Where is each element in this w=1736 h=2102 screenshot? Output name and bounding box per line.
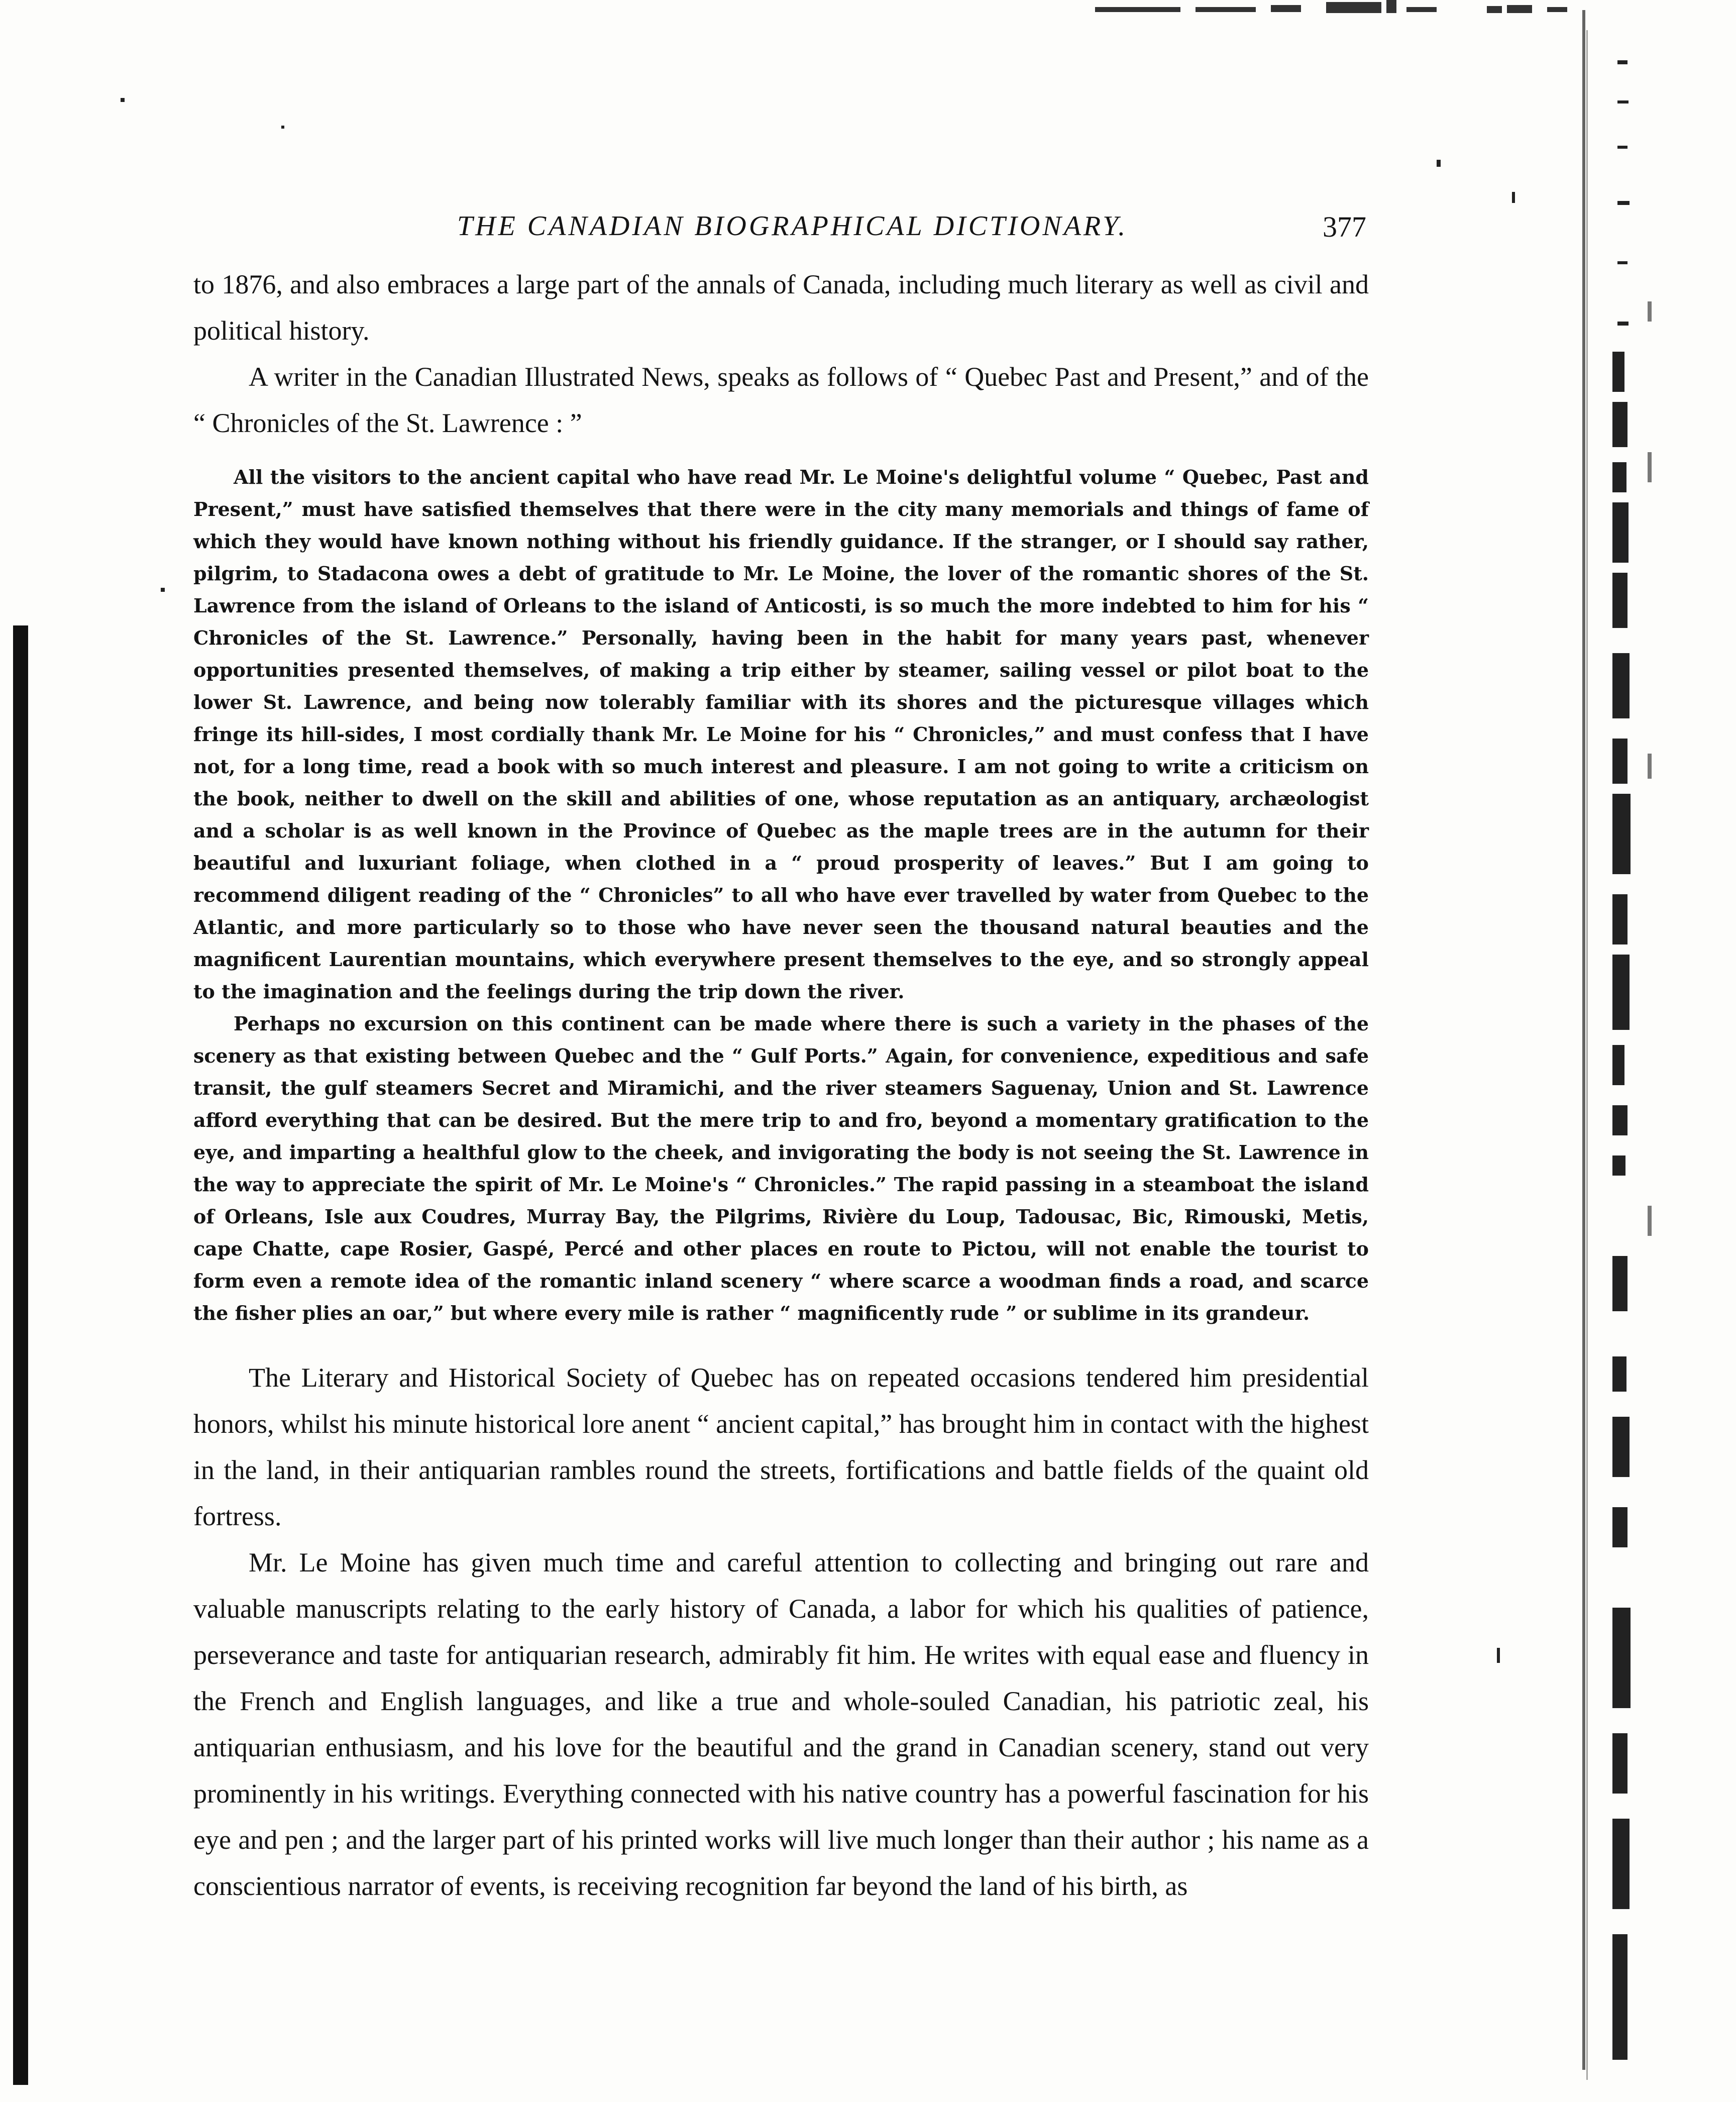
- speck: [1512, 192, 1515, 203]
- speck: [281, 126, 284, 129]
- top-edge-scan-noise: [0, 0, 1736, 20]
- intro-paragraph: A writer in the Canadian Illustrated News, speaks as follows of “ Quebec Past and Present,” and of the “ Chronicles of the St. Lawrence : ”: [193, 362, 1369, 438]
- quote-paragraph: Perhaps no excursion on this continent can be made where there is such a variety in the phases of the scenery as that existing between Quebec and the “ Gulf Ports.” Again, for convenience, expeditious and safe transit, the gulf steamers Secret and Miramichi, and the river steamers Saguenay, Union and St. Lawrence afford everything that can be desired. But the mere trip to and fro, beyond a momentary gratification to the eye, and imparting a healthful glow to the cheek, and invigorating the body is not seeing the St. Lawrence in the way to appreciate the spirit of Mr. Le Moine's “ Chronicles.” The rapid passing in a steamboat the island of Orleans, Isle aux Coudres, Murray Bay, the Pilgrims, Rivière du Loup, Tadousac, Bic, Rimouski, Metis, cape Chatte, cape Rosier, Gaspé, Percé and other places en route to Pictou, will not enable the tourist to form even a remote idea of the romantic inland scenery “ where scarce a woodman finds a road, and scarce the fisher plies an oar,” but where every mile is rather “ magnificently rude ” or sublime in its grandeur.: [193, 1012, 1369, 1324]
- main-text: [193, 261, 1369, 1909]
- binding-edge-bar: [13, 625, 28, 2085]
- page-header: [196, 210, 1366, 250]
- quote-paragraph: All the visitors to the ancient capital who have read Mr. Le Moine's delightful volume “ Quebec, Past and Present,” must have satisfied themselves that there were in the city many memorials and things of fame of which they would have known nothing without his friendly guidance. If the stranger, or I should say rather, pilgrim, to Stadacona owes a debt of gratitude to Mr. Le Moine, the lover of the romantic shores of the St. Lawrence from the island of Orleans to the island of Anticosti, is so much the more indebted to him for his “ Chronicles of the St. Lawrence.” Personally, having been in the habit for many years past, whenever opportunities presented themselves, of making a trip either by steamer, sailing vessel or pilot boat to the lower St. Lawrence, and being now tolerably familiar with its shores and the picturesque villages which fringe its hill-sides, I most cordially thank Mr. Le Moine for his “ Chronicles,” and must confess that I have not, for a long time, read a book with so much interest and pleasure. I am not going to write a criticism on the book, neither to dwell on the skill and abilities of one, whose reputation as an antiquary, archæologist and a scholar is as well known in the Province of Quebec as the maple trees are in the autumn for their beautiful and luxuriant foliage, when clothed in a “ proud prosperity of leaves.” But I am going to recommend diligent reading of the “ Chronicles” to all who have ever travelled by water from Quebec to the Atlantic, and more particularly so to those who have never seen the thousand natural beauties and the magnificent Laurentian mountains, which everywhere present themselves to the eye, and so strongly appeal to the imagination and the feelings during the trip down the river.: [193, 466, 1369, 1003]
- right-edge-scan-noise: [1582, 0, 1736, 2102]
- running-title: THE CANADIAN BIOGRAPHICAL DICTIONARY.: [457, 211, 1128, 242]
- speck: [161, 588, 165, 592]
- block-quote: [193, 461, 1369, 1329]
- page-number: 377: [1323, 211, 1366, 243]
- speck: [1497, 1648, 1500, 1663]
- body-paragraph: Mr. Le Moine has given much time and careful attention to collecting and bringing out rare and valuable manuscripts relating to the early history of Canada, a labor for which his qualities of patience, perseverance and taste for antiquarian research, admirably fit him. He writes with equal ease and fluency in the French and English languages, and like a true and whole-souled Canadian, his patriotic zeal, his antiquarian enthusiasm, and his love for the beautiful and the grand in Canadian scenery, stand out very prominently in his writings. Everything connected with his native country has a powerful fascination for his eye and pen ; and the larger part of his printed works will live much longer than their author ; his name as a conscientious narrator of events, is receiving recognition far beyond the land of his birth, as: [193, 1547, 1369, 1901]
- body-paragraph: The Literary and Historical Society of Quebec has on repeated occasions tendered him presidential honors, whilst his minute historical lore anent “ ancient capital,” has brought him in contact with the highest in the land, in their antiquarian rambles round the streets, fortifications and battle fields of the quaint old fortress.: [193, 1362, 1369, 1531]
- speck: [1437, 160, 1441, 167]
- intro-paragraph: to 1876, and also embraces a large part of the annals of Canada, including much literary as well as civil and political history.: [193, 269, 1369, 346]
- speck: [121, 98, 125, 102]
